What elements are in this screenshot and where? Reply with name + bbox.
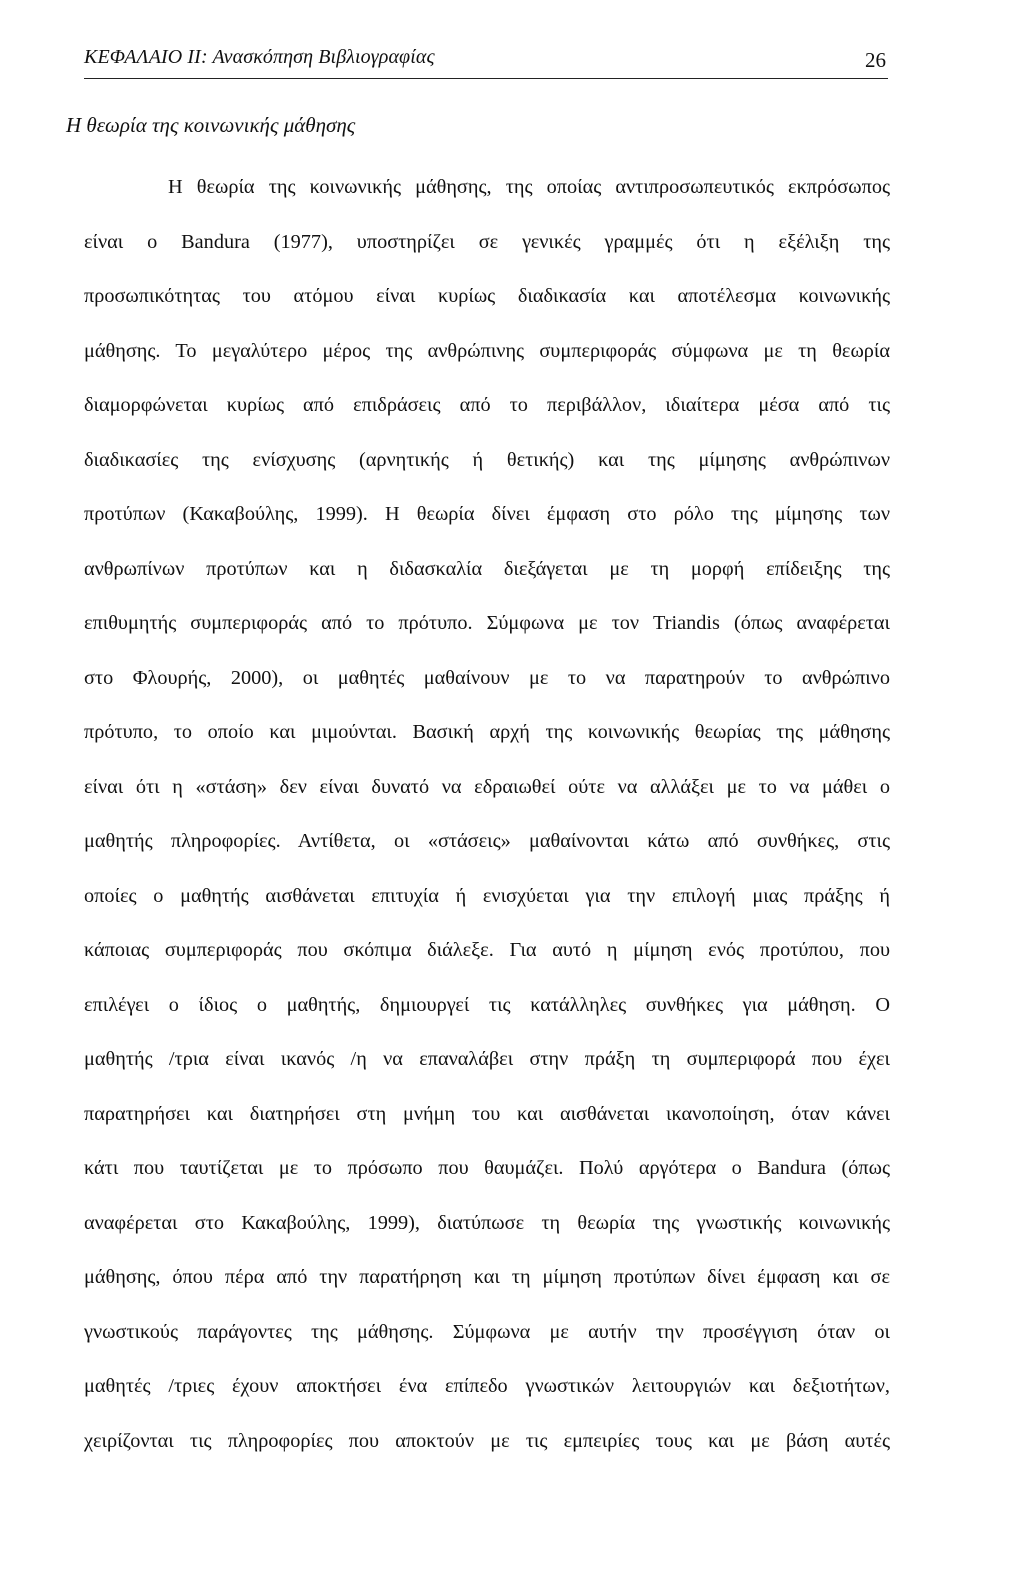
page-number: 26 <box>865 48 886 72</box>
text-line: μαθητής /τρια είναι ικανός /η να επαναλάβει στην πράξη τη συμπεριφορά που έχει <box>84 1048 890 1070</box>
text-line: παρατηρήσει και διατηρήσει στη μνήμη του και αισθάνεται ικανοποίηση, όταν κάνει <box>84 1102 890 1125</box>
text-line: διαμορφώνεται κυρίως από επιδράσεις από το περιβάλλον, ιδιαίτερα μέσα από τις <box>84 394 890 416</box>
text-line: μαθητής πληροφορίες. Αντίθετα, οι «στάσεις» μαθαίνονται κάτω από συνθήκες, στις <box>84 830 890 852</box>
text-line: επιθυμητής συμπεριφοράς από το πρότυπο. Σύμφωνα με τον Triandis (όπως αναφέρεται <box>84 612 890 634</box>
text-line: πρότυπο, το οποίο και μιμούνται. Βασική αρχή της κοινωνικής θεωρίας της μάθησης <box>84 721 890 743</box>
running-header <box>84 44 888 79</box>
text-line: κάτι που ταυτίζεται με το πρόσωπο που θαυμάζει. Πολύ αργότερα ο Bandura (όπως <box>84 1157 890 1179</box>
text-line: επιλέγει ο ίδιος ο μαθητής, δημιουργεί τις κατάλληλες συνθήκες για μάθηση. Ο <box>84 993 890 1016</box>
text-line: στο Φλουρής, 2000), οι μαθητές μαθαίνουν με το να παρατηρούν το ανθρώπινο <box>84 666 890 689</box>
text-line: είναι ο Bandura (1977), υποστηρίζει σε γενικές γραμμές ότι η εξέλιξη της <box>84 230 890 253</box>
text-line: προτύπων (Κακαβούλης, 1999). Η θεωρία δίνει έμφαση στο ρόλο της μίμησης των <box>84 503 890 525</box>
text-line: αναφέρεται στο Κακαβούλης, 1999), διατύπωσε τη θεωρία της γνωστικής κοινωνικής <box>84 1211 890 1234</box>
text-line: προσωπικότητας του ατόμου είναι κυρίως διαδικασία και αποτέλεσμα κοινωνικής <box>84 285 890 307</box>
text-line: οποίες ο μαθητής αισθάνεται επιτυχία ή ενισχύεται για την επιλογή μιας πράξης ή <box>84 884 890 907</box>
text-line: διαδικασίες της ενίσχυσης (αρνητικής ή θετικής) και της μίμησης ανθρώπινων <box>84 448 890 471</box>
text-line: χειρίζονται τις πληροφορίες που αποκτούν με τις εμπειρίες τους και με βάση αυτές <box>84 1429 890 1452</box>
section-heading: Η θεωρία της κοινωνικής μάθησης <box>66 113 356 137</box>
text-line: κάποιας συμπεριφοράς που σκόπιμα διάλεξε. Για αυτό η μίμηση ενός προτύπου, που <box>84 939 890 961</box>
body-paragraph <box>84 160 890 1468</box>
text-line: Η θεωρία της κοινωνικής μάθησης, της οποίας αντιπροσωπευτικός εκπρόσωπος <box>168 176 890 198</box>
text-line: γνωστικούς παράγοντες της μάθησης. Σύμφωνα με αυτήν την προσέγγιση όταν οι <box>84 1320 890 1343</box>
text-line: είναι ότι η «στάση» δεν είναι δυνατό να εδραιωθεί ούτε να αλλάξει με το να μάθει ο <box>84 775 890 798</box>
text-line: ανθρωπίνων προτύπων και η διδασκαλία διεξάγεται με τη μορφή επίδειξης της <box>84 557 890 580</box>
text-line: μαθητές /τριες έχουν αποκτήσει ένα επίπεδο γνωστικών λειτουργιών και δεξιοτήτων, <box>84 1375 890 1397</box>
text-line: μάθησης. Το μεγαλύτερο μέρος της ανθρώπινης συμπεριφοράς σύμφωνα με τη θεωρία <box>84 339 890 362</box>
text-line: μάθησης, όπου πέρα από την παρατήρηση και τη μίμηση προτύπων δίνει έμφαση και σε <box>84 1266 890 1288</box>
chapter-title: ΚΕΦΑΛΑΙΟ ΙΙ: Ανασκόπηση Βιβλιογραφίας <box>84 46 435 68</box>
